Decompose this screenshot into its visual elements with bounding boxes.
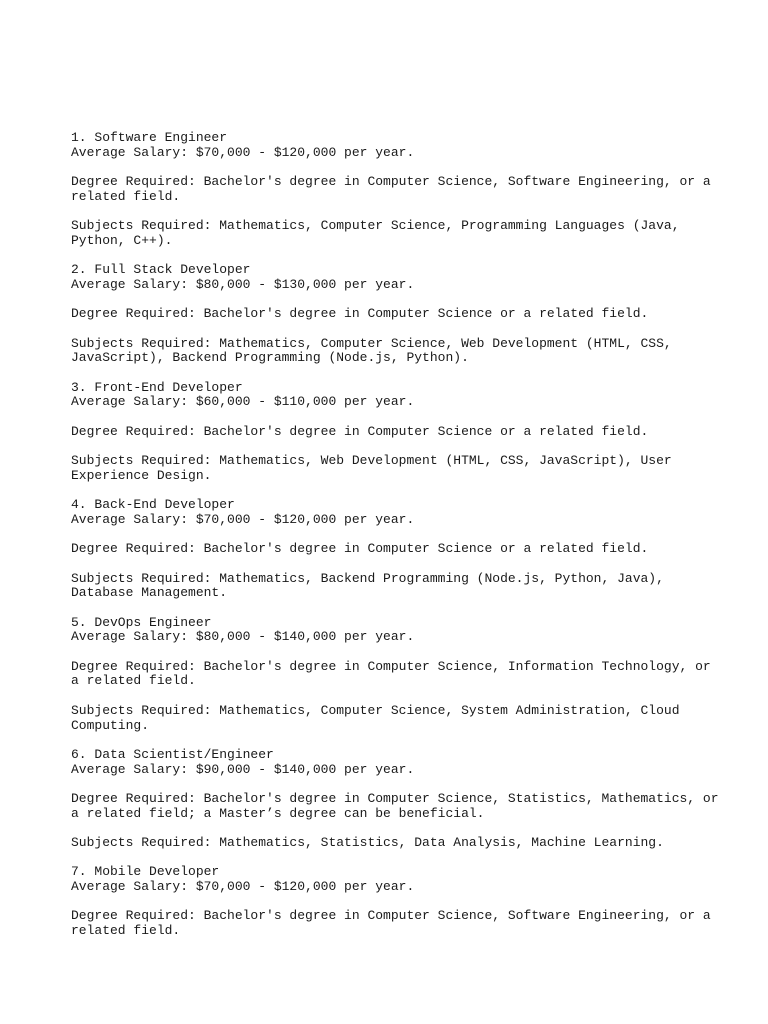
career-subjects-line: Subjects Required: Mathematics, Backend Programming (Node.js, Python, Java), bbox=[71, 570, 664, 586]
career-subjects-line: Database Management. bbox=[71, 585, 228, 601]
career-degree-line: Degree Required: Bachelor's degree in Computer Science or a related field. bbox=[71, 541, 649, 557]
career-degree-line: related field. bbox=[71, 188, 181, 204]
paragraph-gap bbox=[71, 777, 711, 792]
paragraph-gap bbox=[71, 484, 711, 499]
paragraph-gap bbox=[71, 249, 711, 264]
career-title: 3. Front-End Developer bbox=[71, 379, 243, 395]
paragraph-gap bbox=[71, 160, 711, 175]
career-salary: Average Salary: $70,000 - $120,000 per year. bbox=[71, 511, 415, 527]
career-section bbox=[71, 865, 711, 938]
career-section bbox=[71, 616, 711, 748]
career-salary: Average Salary: $90,000 - $140,000 per year. bbox=[71, 761, 415, 777]
career-degree-line: Degree Required: Bachelor's degree in Computer Science or a related field. bbox=[71, 306, 649, 322]
career-degree-line: Degree Required: Bachelor's degree in Computer Science, Statistics, Mathematics, or bbox=[71, 790, 719, 806]
career-section bbox=[71, 131, 711, 263]
career-section bbox=[71, 746, 719, 866]
paragraph-gap bbox=[71, 204, 711, 219]
career-section bbox=[71, 498, 711, 616]
paragraph-gap bbox=[71, 439, 711, 454]
paragraph-gap bbox=[71, 366, 711, 381]
paragraph-gap bbox=[71, 645, 711, 660]
career-salary: Average Salary: $70,000 - $120,000 per year. bbox=[71, 144, 415, 160]
career-title: 2. Full Stack Developer bbox=[71, 262, 251, 278]
career-title: 7. Mobile Developer bbox=[71, 864, 220, 880]
career-subjects-line: Python, C++). bbox=[71, 232, 173, 248]
career-salary: Average Salary: $60,000 - $110,000 per year. bbox=[71, 394, 415, 410]
paragraph-gap bbox=[71, 851, 711, 866]
paragraph-gap bbox=[71, 601, 711, 616]
paragraph-gap bbox=[71, 895, 711, 910]
document-body bbox=[71, 130, 719, 939]
career-degree-line: Degree Required: Bachelor's degree in Computer Science or a related field. bbox=[71, 423, 649, 439]
career-subjects-line: Subjects Required: Mathematics, Computer Science, Programming Languages (Java, bbox=[71, 218, 680, 234]
career-title: 4. Back-End Developer bbox=[71, 497, 235, 513]
career-title: 1. Software Engineer bbox=[71, 130, 228, 145]
career-salary: Average Salary: $80,000 - $140,000 per year. bbox=[71, 629, 415, 645]
career-subjects-line: Experience Design. bbox=[71, 467, 212, 483]
career-degree-line: Degree Required: Bachelor's degree in Computer Science, Software Engineering, or a bbox=[71, 174, 711, 190]
career-salary: Average Salary: $70,000 - $120,000 per year. bbox=[71, 879, 415, 895]
career-subjects-line: Subjects Required: Mathematics, Computer Science, System Administration, Cloud bbox=[71, 702, 680, 718]
career-degree-line: related field. bbox=[71, 923, 181, 939]
career-title: 6. Data Scientist/Engineer bbox=[71, 746, 274, 762]
career-section bbox=[71, 263, 711, 381]
career-subjects-line: Computing. bbox=[71, 717, 150, 733]
career-degree-line: a related field. bbox=[71, 673, 196, 689]
paragraph-gap bbox=[71, 322, 711, 337]
paragraph-gap bbox=[71, 410, 711, 425]
career-subjects-line: Subjects Required: Mathematics, Computer Science, Web Development (HTML, CSS, bbox=[71, 335, 672, 351]
career-degree-line: Degree Required: Bachelor's degree in Computer Science, Information Technology, or bbox=[71, 658, 711, 674]
career-subjects-line: Subjects Required: Mathematics, Web Development (HTML, CSS, JavaScript), User bbox=[71, 453, 672, 469]
career-title: 5. DevOps Engineer bbox=[71, 614, 212, 630]
paragraph-gap bbox=[71, 689, 711, 704]
paragraph-gap bbox=[71, 821, 711, 836]
career-subjects-line: JavaScript), Backend Programming (Node.js, Python). bbox=[71, 350, 469, 366]
paragraph-gap bbox=[71, 557, 711, 572]
career-degree-line: a related field; a Master’s degree can be beneficial. bbox=[71, 805, 485, 821]
career-degree-line: Degree Required: Bachelor's degree in Computer Science, Software Engineering, or a bbox=[71, 908, 711, 924]
paragraph-gap bbox=[71, 528, 711, 543]
career-section bbox=[71, 381, 711, 499]
career-salary: Average Salary: $80,000 - $130,000 per year. bbox=[71, 276, 415, 292]
career-subjects-line: Subjects Required: Mathematics, Statistics, Data Analysis, Machine Learning. bbox=[71, 835, 664, 850]
paragraph-gap bbox=[71, 293, 711, 308]
paragraph-gap bbox=[71, 733, 711, 748]
